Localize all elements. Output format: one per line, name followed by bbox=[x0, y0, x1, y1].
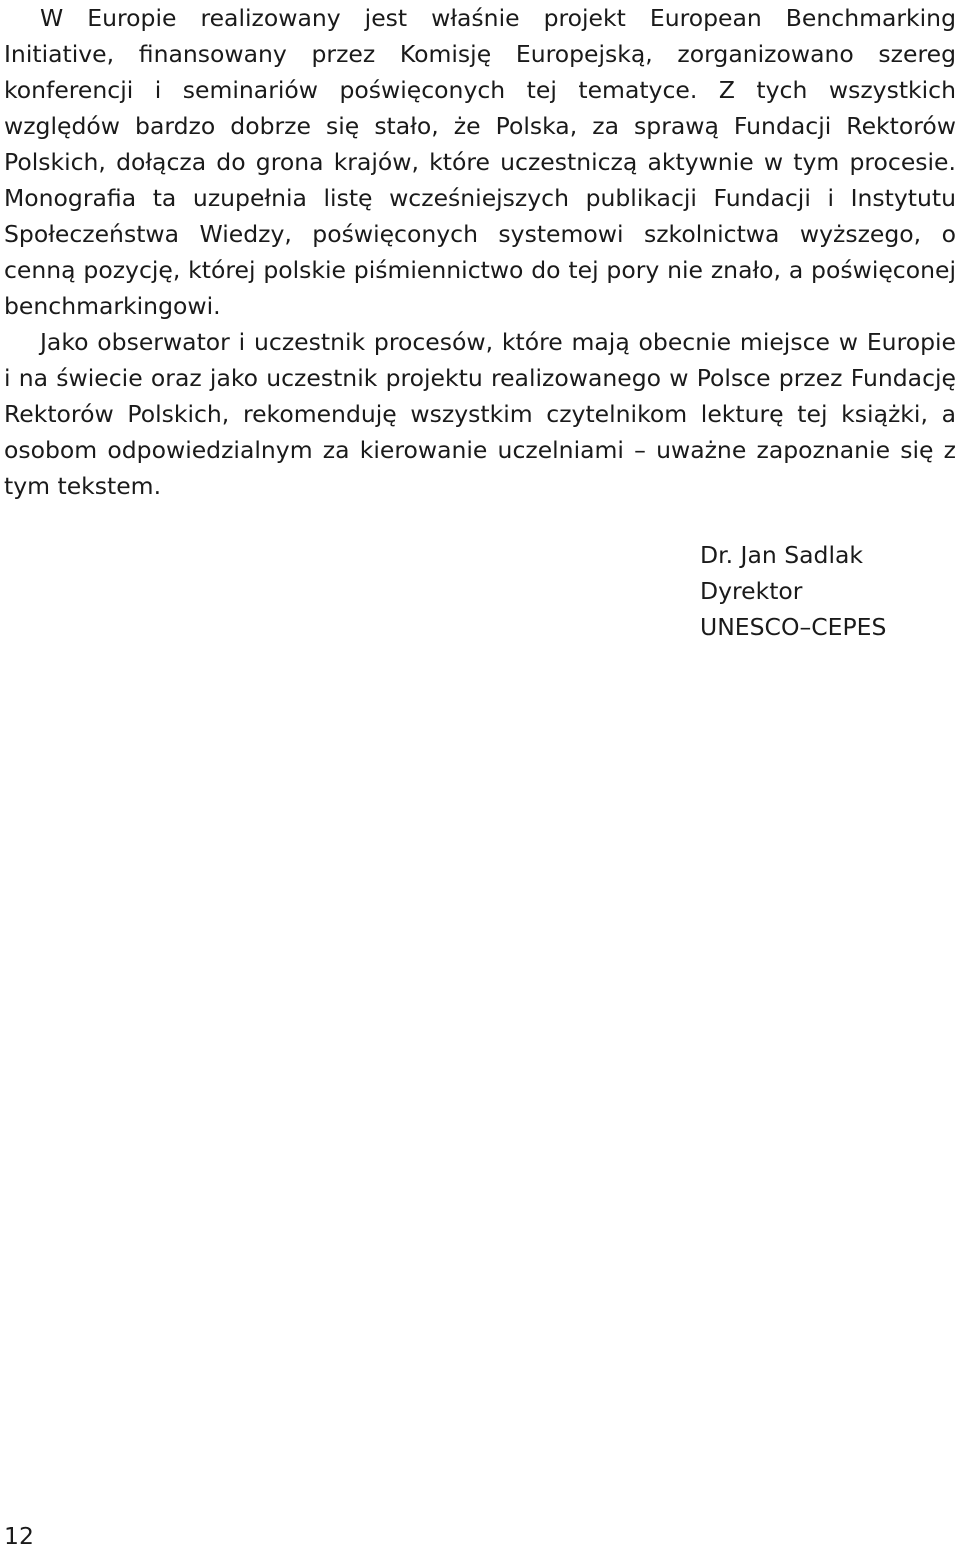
signature-name: Dr. Jan Sadlak bbox=[700, 541, 864, 569]
signature-position: Dyrektor bbox=[700, 577, 803, 605]
page-number: 12 bbox=[4, 1522, 34, 1550]
body-text bbox=[4, 0, 956, 504]
document-page bbox=[4, 0, 956, 1565]
signature-organization: UNESCO–CEPES bbox=[700, 613, 887, 641]
signature-block bbox=[700, 537, 886, 645]
paragraph-1: W Europie realizowany jest właśnie projekt European Benchmarking Initiative, finansowany przez Komisję Europejską, zorganizowano szereg konferencji i seminariów poświęconych tej tematyce. Z tych wszystkich względów bardzo dobrze się stało, że Polska, za sprawą Fundacji Rektorów Polskich, dołącza do grona krajów, które uczestniczą aktywnie w tym procesie. Monografia ta uzupełnia listę wcześniejszych publikacji Fundacji i Instytutu Społeczeństwa Wiedzy, poświęconych systemowi szkolnictwa wyższego, o cenną pozycję, której polskie piśmiennictwo do tej pory nie znało, a poświęconej benchmarkingowi. bbox=[4, 4, 956, 320]
paragraph-2: Jako obserwator i uczestnik procesów, które mają obecnie miejsce w Europie i na świecie oraz jako uczestnik projektu realizowanego w Polsce przez Fundację Rektorów Polskich, rekomenduję wszystkim czytelnikom lekturę tej książki, a osobom odpowiedzialnym za kierowanie uczelniami – uważne zapoznanie się z tym tekstem. bbox=[4, 328, 956, 500]
